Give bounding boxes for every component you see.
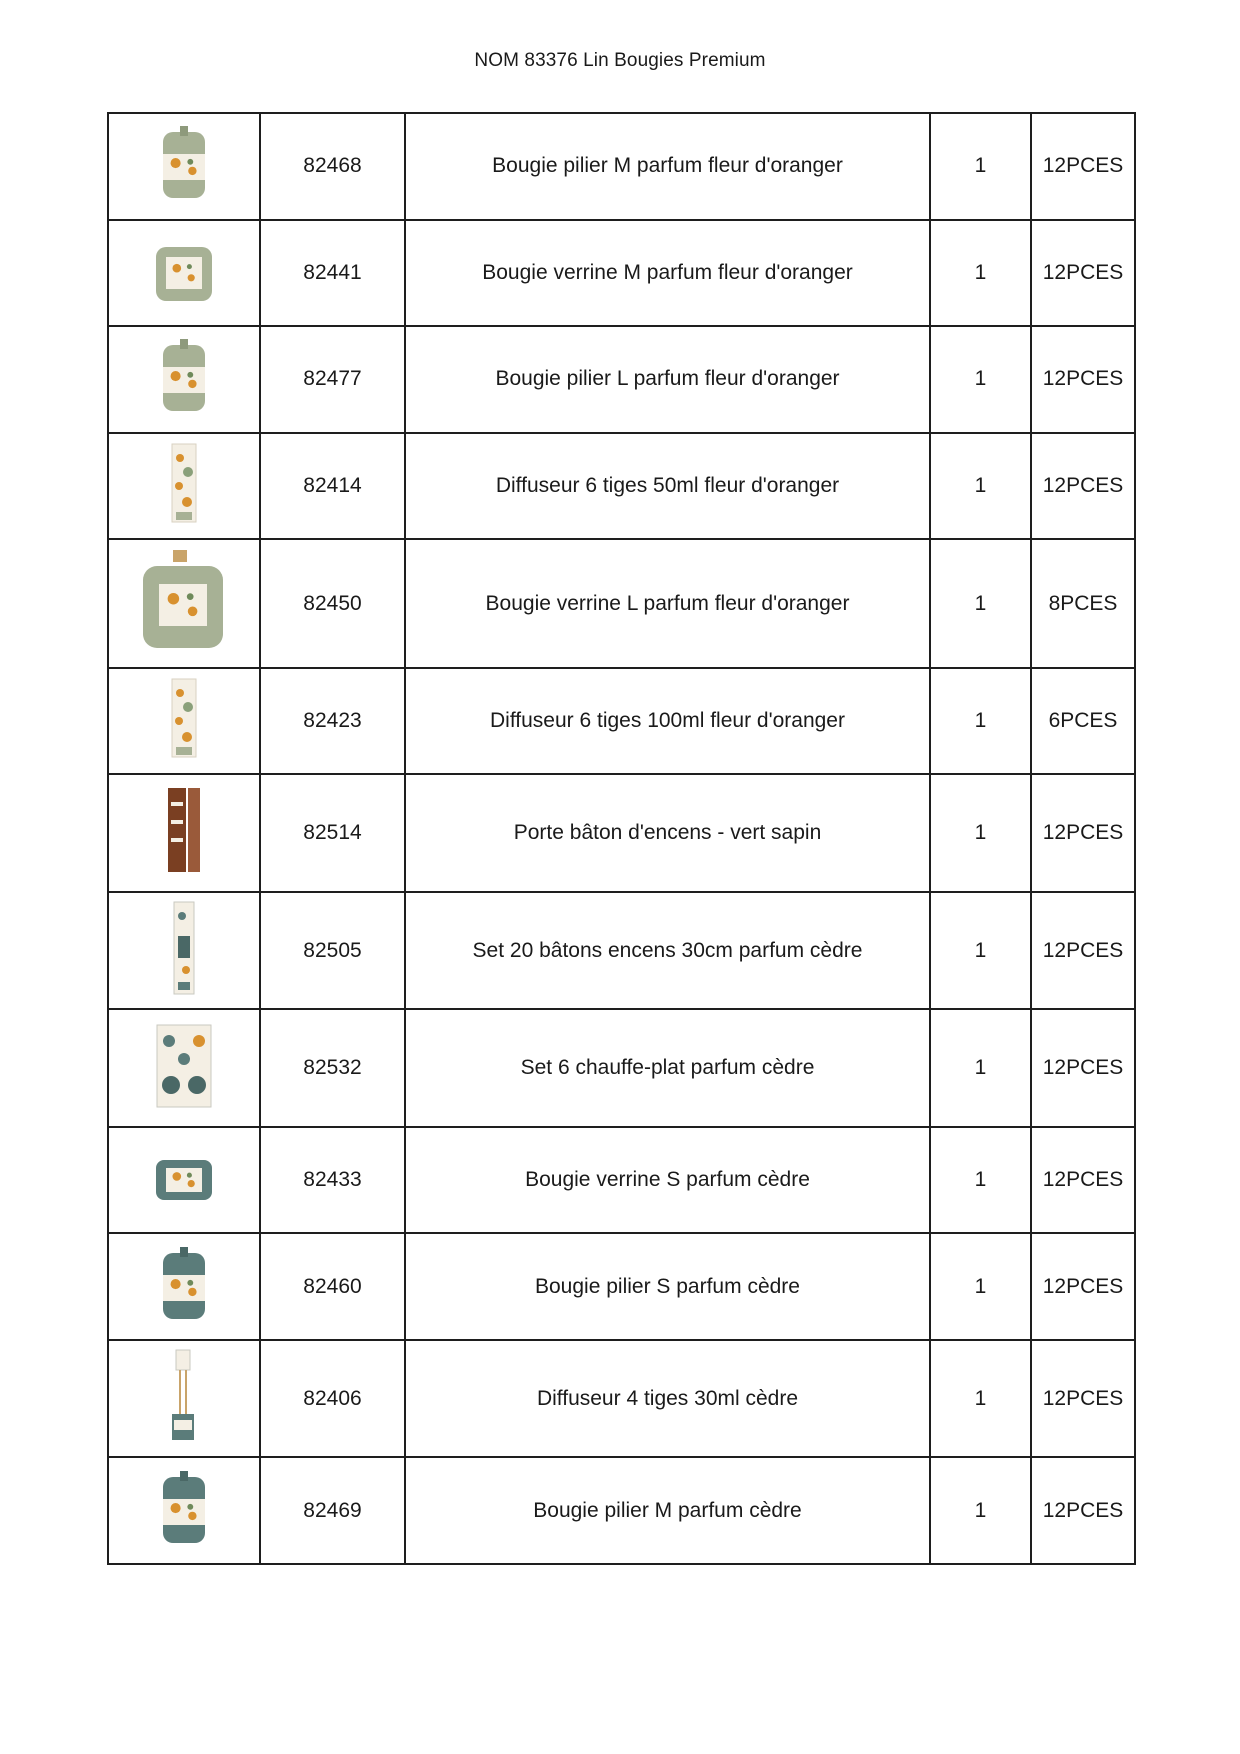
product-image-cell [108, 1457, 260, 1564]
pillar-candle-teal-icon [109, 1239, 259, 1335]
table-row [108, 1009, 1135, 1126]
product-code: 82460 [260, 1233, 405, 1340]
table-row [108, 1127, 1135, 1234]
product-image-cell [108, 433, 260, 540]
table-row [108, 113, 1135, 220]
product-quantity: 1 [930, 1009, 1031, 1126]
product-quantity: 1 [930, 1340, 1031, 1457]
table-row [108, 1457, 1135, 1564]
product-description: Bougie pilier M parfum fleur d'oranger [405, 113, 930, 220]
product-quantity: 1 [930, 774, 1031, 891]
product-pack-size: 12PCES [1031, 220, 1135, 327]
product-code: 82414 [260, 433, 405, 540]
product-image-cell [108, 220, 260, 327]
incense-sticks-box-icon [109, 898, 259, 1004]
product-description: Set 20 bâtons encens 30cm parfum cèdre [405, 892, 930, 1009]
pillar-candle-teal-icon [109, 1463, 259, 1559]
product-description: Diffuseur 4 tiges 30ml cèdre [405, 1340, 930, 1457]
product-code: 82505 [260, 892, 405, 1009]
table-row [108, 220, 1135, 327]
product-code: 82469 [260, 1457, 405, 1564]
reed-diffuser-box-icon [109, 438, 259, 534]
reed-diffuser-teal-icon [109, 1346, 259, 1452]
product-code: 82441 [260, 220, 405, 327]
product-code: 82468 [260, 113, 405, 220]
table-row [108, 774, 1135, 891]
table-row [108, 433, 1135, 540]
product-quantity: 1 [930, 326, 1031, 433]
table-row [108, 539, 1135, 667]
product-description: Set 6 chauffe-plat parfum cèdre [405, 1009, 930, 1126]
product-quantity: 1 [930, 668, 1031, 775]
product-image-cell [108, 326, 260, 433]
product-quantity: 1 [930, 1233, 1031, 1340]
product-pack-size: 8PCES [1031, 539, 1135, 667]
product-quantity: 1 [930, 113, 1031, 220]
product-quantity: 1 [930, 1127, 1031, 1234]
product-pack-size: 12PCES [1031, 1457, 1135, 1564]
product-quantity: 1 [930, 892, 1031, 1009]
product-description: Bougie verrine M parfum fleur d'oranger [405, 220, 930, 327]
product-pack-size: 12PCES [1031, 326, 1135, 433]
product-description: Porte bâton d'encens - vert sapin [405, 774, 930, 891]
product-description: Bougie verrine L parfum fleur d'oranger [405, 539, 930, 667]
jar-candle-lid-sage-icon [109, 546, 259, 662]
table-row [108, 668, 1135, 775]
product-code: 82477 [260, 326, 405, 433]
table-row [108, 1233, 1135, 1340]
product-pack-size: 12PCES [1031, 1233, 1135, 1340]
product-code: 82423 [260, 668, 405, 775]
product-description: Bougie verrine S parfum cèdre [405, 1127, 930, 1234]
product-quantity: 1 [930, 433, 1031, 540]
product-table-body [108, 113, 1135, 1564]
reed-diffuser-box-icon [109, 673, 259, 769]
pillar-candle-sage-icon [109, 118, 259, 214]
table-row [108, 892, 1135, 1009]
product-description: Diffuseur 6 tiges 100ml fleur d'oranger [405, 668, 930, 775]
product-pack-size: 12PCES [1031, 1340, 1135, 1457]
jar-candle-sage-icon [109, 225, 259, 321]
product-image-cell [108, 1127, 260, 1234]
product-code: 82433 [260, 1127, 405, 1234]
product-pack-size: 12PCES [1031, 892, 1135, 1009]
product-image-cell [108, 1340, 260, 1457]
product-pack-size: 12PCES [1031, 1009, 1135, 1126]
product-image-cell [108, 113, 260, 220]
product-image-cell [108, 539, 260, 667]
incense-holder-icon [109, 780, 259, 886]
product-description: Bougie pilier M parfum cèdre [405, 1457, 930, 1564]
product-code: 82514 [260, 774, 405, 891]
product-quantity: 1 [930, 220, 1031, 327]
jar-candle-teal-icon [109, 1132, 259, 1228]
pillar-candle-sage-icon [109, 331, 259, 427]
product-description: Diffuseur 6 tiges 50ml fleur d'oranger [405, 433, 930, 540]
product-quantity: 1 [930, 1457, 1031, 1564]
product-description: Bougie pilier S parfum cèdre [405, 1233, 930, 1340]
product-image-cell [108, 892, 260, 1009]
product-pack-size: 12PCES [1031, 113, 1135, 220]
product-image-cell [108, 1009, 260, 1126]
product-pack-size: 12PCES [1031, 433, 1135, 540]
product-image-cell [108, 668, 260, 775]
product-code: 82406 [260, 1340, 405, 1457]
product-code: 82532 [260, 1009, 405, 1126]
table-row [108, 1340, 1135, 1457]
table-row [108, 326, 1135, 433]
product-image-cell [108, 1233, 260, 1340]
document-title: NOM 83376 Lin Bougies Premium [474, 50, 766, 71]
tealight-box-icon [109, 1015, 259, 1121]
product-table [107, 112, 1136, 1565]
product-description: Bougie pilier L parfum fleur d'oranger [405, 326, 930, 433]
product-pack-size: 6PCES [1031, 668, 1135, 775]
product-code: 82450 [260, 539, 405, 667]
product-quantity: 1 [930, 539, 1031, 667]
product-pack-size: 12PCES [1031, 1127, 1135, 1234]
product-pack-size: 12PCES [1031, 774, 1135, 891]
product-image-cell [108, 774, 260, 891]
